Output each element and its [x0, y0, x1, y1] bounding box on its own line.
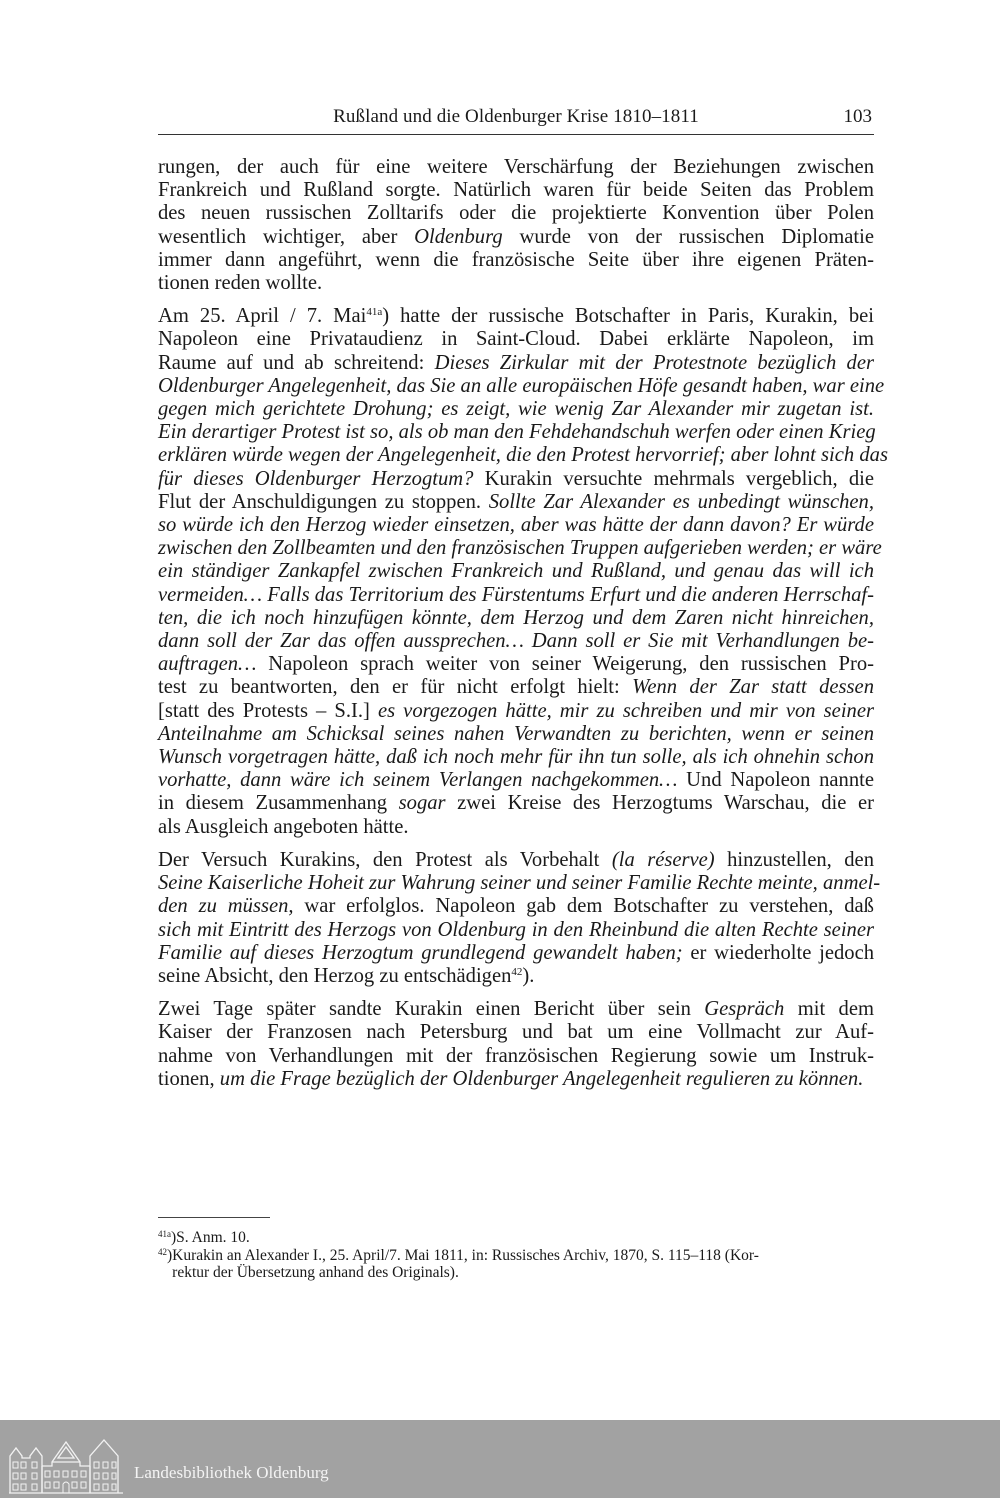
text-line [158, 998, 874, 1021]
text-run: Zwei Tage später sandte Kurakin einen Bericht über sein [158, 998, 705, 1021]
text-line [158, 872, 881, 895]
page-header [158, 104, 874, 135]
text-run: hinzustellen, den [714, 848, 874, 871]
text-run: Flut der Anschuldigungen zu stoppen. [158, 490, 489, 513]
italic-text: für dieses Oldenburger Herzogtum? [158, 467, 474, 490]
italic-text: sogar [398, 792, 446, 815]
text-run: zwei Kreise des Herzogtums Warschau, die er [445, 792, 874, 815]
italic-text: Wunsch vorgetragen hätte, daß ich noch mehr für ihn tun solle, als ich ohnehin schon [158, 746, 874, 769]
text-line [158, 444, 888, 467]
text-run: tionen, [158, 1067, 220, 1090]
italic-text: vermeiden… Falls das Territorium des Fürstentums Erfurt und die anderen Herrschaf- [158, 583, 874, 606]
text-line [158, 202, 874, 225]
footnote-divider [158, 1217, 270, 1218]
footnote-marker: $^{42}$) [158, 1246, 173, 1264]
text-line [158, 676, 874, 699]
footnote-number: 41a [158, 1229, 171, 1239]
text-line [158, 700, 874, 723]
text-run: Raume auf und ab schreitend: [158, 351, 435, 374]
footnote-reference: 42 [511, 965, 523, 978]
text-run: Frankreich und Rußland sorgte. Natürlich waren für beide Seiten das Problem [158, 179, 874, 202]
text-line [158, 746, 874, 769]
italic-text: vorhatte, dann wäre ich seinem Verlangen nachgekommen… [158, 769, 678, 792]
italic-text: gegen mich gerichtete Drohung; es zeigt, wie wenig Zar Alexander mir zugetan ist. [158, 398, 874, 421]
italic-text: ten, die ich noch hinzufügen könnte, dem Herzog und dem Zaren nicht hinreichen, [158, 606, 874, 629]
text-run: des neuen russischen Zolltarifs oder die projektierte Konvention über Polen [158, 202, 874, 225]
paragraph [158, 998, 874, 1091]
text-run: immer dann angeführt, wenn die französische Seite über ihre eigenen Präten- [158, 248, 874, 271]
page-number: 103 [843, 106, 872, 127]
text-line [158, 919, 874, 942]
text-line [158, 653, 874, 676]
italic-text: Anteilnahme am Schicksal seines nahen Verwandten zu berichten, wenn er seinen [158, 722, 874, 745]
text-run: war erfolglos. Napoleon gab dem Botschafter zu verstehen, daß [293, 895, 874, 918]
text-line [158, 179, 874, 202]
text-run: in diesem Zusammenhang [158, 792, 399, 815]
paragraph [158, 156, 874, 295]
running-title: Rußland und die Oldenburger Krise 1810–1811 [333, 106, 699, 127]
italic-text: Gespräch [704, 998, 785, 1021]
italic-text: den zu müssen, [158, 895, 294, 918]
library-building-icon [8, 1436, 124, 1494]
text-line [158, 328, 874, 351]
footnote-text [172, 1247, 759, 1282]
italic-text: Oldenburger Angelegenheit, das Sie an alle europäischen Höfe gesandt haben, war eine [158, 374, 885, 397]
text-line [158, 560, 874, 583]
italic-text: Oldenburg [414, 225, 503, 248]
text-line [158, 607, 874, 630]
italic-text: zwischen den Zollbeamten und den französischen Truppen aufgerieben werden; er wäre [158, 537, 882, 560]
italic-text: Wenn der Zar statt dessen [632, 676, 874, 699]
text-run: Napoleon sprach weiter von seiner Weigerung, den russischen Pro- [256, 653, 874, 676]
footnote-number: 42 [158, 1246, 167, 1257]
italic-text: erklären würde wegen der Angelegenheit, die den Protest hervorrief; aber lohnt sich das [158, 444, 888, 467]
text-line [158, 305, 874, 328]
footnote [158, 1229, 874, 1247]
text-run: mit dem [784, 998, 874, 1021]
text-line [158, 156, 874, 179]
italic-text: sich mit Eintritt des Herzogs von Oldenburg in den Rheinbund die alten Rechte seiner [158, 918, 874, 941]
italic-text: Familie auf dieses Herzogtum grundlegend gewandelt haben; [158, 941, 683, 964]
italic-text: Dieses Zirkular mit der Protestnote bezüglich der [434, 351, 875, 374]
text-run: [statt des Protests – S.I.] [158, 699, 378, 722]
text-run: Kurakin versuchte mehrmals vergeblich, die [473, 467, 874, 490]
text-line [158, 491, 874, 514]
text-line [158, 630, 874, 653]
italic-text: Sollte Zar Alexander es unbedingt wünschen, [488, 490, 874, 513]
italic-text: so würde ich den Herzog wieder einsetzen, aber was hätte der dann davon? Er würde [158, 514, 874, 537]
text-line [158, 226, 874, 249]
footnote [158, 1247, 874, 1282]
text-line [158, 769, 874, 792]
paragraph [158, 305, 888, 839]
text-run: seine Absicht, den Herzog zu entschädigen [158, 964, 512, 987]
library-name: Landesbibliothek Oldenburg [134, 1463, 329, 1482]
text-run: Und Napoleon nannte [677, 769, 874, 792]
text-line [158, 468, 874, 491]
text-run: tionen reden wollte. [158, 272, 323, 295]
text-line [158, 584, 874, 607]
text-line [158, 942, 874, 965]
text-run: ) hatte der russische Botschafter in Paris, Kurakin, bei [382, 305, 874, 328]
text-run: als Ausgleich angeboten hätte. [158, 815, 409, 838]
italic-text: Ein derartiger Protest ist so, als ob man den Fehdehandschuh werfen oder einen Krieg [158, 421, 876, 444]
text-line [158, 1045, 874, 1068]
text-run: Der Versuch Kurakins, den Protest als Vorbehalt [158, 848, 612, 871]
footnote-marker: $^{41a}$) [158, 1229, 177, 1246]
text-run: er wiederholte jedoch [682, 941, 875, 964]
text-run: nahme von Verhandlungen mit der französischen Regierung sowie um Instruk- [158, 1044, 874, 1067]
text-line [158, 352, 874, 375]
text-line [158, 816, 874, 839]
text-run: ). [522, 964, 535, 987]
text-line [158, 895, 874, 918]
text-line [158, 398, 874, 421]
text-run: wurde von der russischen Diplomatie [502, 225, 874, 248]
body-text [158, 156, 888, 1101]
text-run: Kaiser der Franzosen nach Petersburg und bat um eine Vollmacht zur Auf- [158, 1021, 874, 1044]
library-footer-bar [0, 1420, 1000, 1498]
italic-text: ein ständiger Zankapfel zwischen Frankreich und Rußland, und genau das will ich [158, 560, 874, 583]
italic-text: dann soll der Zar das offen aussprechen… Dann soll er Sie mit Verhandlungen be- [158, 630, 874, 653]
text-line [158, 792, 874, 815]
text-line [158, 723, 874, 746]
italic-text: Seine Kaiserliche Hoheit zur Wahrung seiner und seiner Familie Rechte meinte, anmel- [158, 872, 881, 895]
text-line [158, 272, 874, 295]
footnotes [158, 1229, 874, 1282]
text-line [158, 537, 882, 560]
text-line [158, 374, 885, 398]
text-line [158, 249, 874, 272]
text-line [158, 421, 874, 444]
footnote-line: Kurakin an Alexander I., 25. April/7. Mai 1811, in: Russisches Archiv, 1870, S. 115–118 (Kor- [172, 1246, 759, 1264]
text-line [158, 965, 874, 988]
text-line [158, 1021, 874, 1044]
text-run: Napoleon eine Privataudienz in Saint-Cloud. Dabei erklärte Napoleon, im [158, 328, 874, 351]
text-line [158, 514, 874, 537]
footnote-line: rektur der Übersetzung anhand des Originals). [172, 1264, 459, 1281]
footnote-reference: 41a [366, 306, 383, 319]
text-line [158, 849, 874, 872]
italic-text: es vorgezogen hätte, mir zu schreiben und mir von seiner [377, 699, 874, 722]
italic-text: auftragen… [158, 653, 257, 676]
italic-text: um die Frage bezüglich der Oldenburger Angelegenheit regulieren zu können. [219, 1067, 864, 1090]
text-run: Am 25. April / 7. Mai [158, 305, 367, 328]
footnote-line: S. Anm. 10. [176, 1229, 250, 1246]
text-run: rungen, der auch für eine weitere Verschärfung der Beziehungen zwischen [158, 156, 874, 178]
paragraph [158, 848, 881, 988]
text-run: wesentlich wichtiger, aber [158, 225, 415, 248]
text-run: test zu beantworten, den er für nicht erfolgt hielt: [158, 676, 633, 699]
italic-text: (la réserve) [611, 848, 715, 871]
footnote-text [176, 1229, 250, 1247]
text-line [158, 1068, 874, 1091]
